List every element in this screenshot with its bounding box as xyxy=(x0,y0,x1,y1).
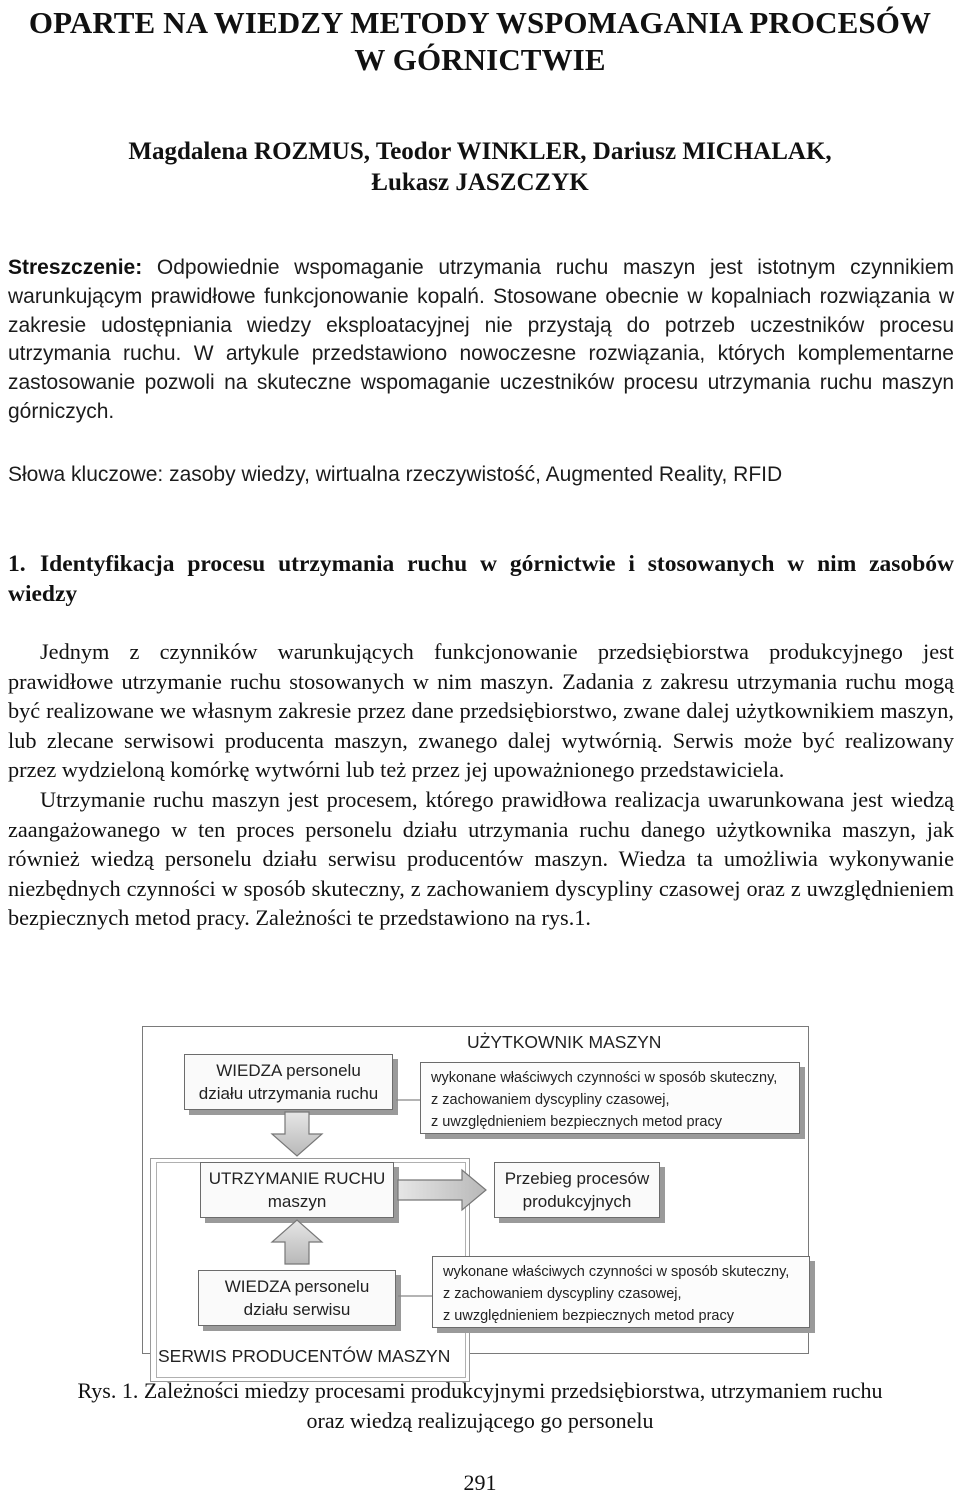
arrow-right-icon xyxy=(398,1170,486,1210)
user-label: UŻYTKOWNIK MASZYN xyxy=(467,1032,662,1052)
authors xyxy=(0,136,960,198)
note-bottom-line-1: wykonane właściwych czynności w sposób skuteczny, xyxy=(443,1264,790,1280)
body-text xyxy=(8,637,954,933)
caption-line-2: oraz wiedzą realizującego go personelu xyxy=(306,1408,654,1433)
diagram-arrows xyxy=(0,1020,960,1380)
caption-line-1: Rys. 1. Zależności miedzy procesami produkcyjnymi przedsiębiorstwa, utrzymaniem ruchu xyxy=(77,1378,883,1403)
paragraph-2: Utrzymanie ruchu maszyn jest procesem, którego prawidłowa realizacja uwarunkowana jest wiedzą zaangażowanego w ten proces personelu działu utrzymania ruchu danego użytkownika maszyn, jak również wiedzą personelu działu serwisu producentów maszyn. Wiedza ta umożliwia wykonywanie niezbędnych czynności w sposób skuteczny, z zachowaniem dyscypliny czasowej oraz z uwzględnieniem bezpiecznych metod pracy. Zależności te przedstawiono na rys.1. xyxy=(8,786,954,931)
box-production-line-1: Przebieg procesów xyxy=(504,1169,650,1188)
note-top-line-2: z zachowaniem dyscypliny czasowej, xyxy=(431,1092,670,1108)
abstract xyxy=(8,254,954,427)
section-title: Identyfikacja procesu utrzymania ruchu w górnictwie i stosowanych w nim zasobów wiedzy xyxy=(8,551,954,607)
page-number: 291 xyxy=(463,1470,497,1495)
arrow-down-icon xyxy=(272,1112,322,1156)
arrow-up-icon xyxy=(272,1220,322,1264)
figure-diagram xyxy=(0,1020,960,1380)
note-bottom-line-2: z zachowaniem dyscypliny czasowej, xyxy=(443,1286,682,1302)
title-line-2: W GÓRNICTWIE xyxy=(354,42,606,77)
box-production-line-2: produkcyjnych xyxy=(522,1192,632,1211)
box-maintenance-line-2: maszyn xyxy=(267,1192,327,1211)
note-bottom-line-3: z uwzględnieniem bezpiecznych metod pracy xyxy=(443,1308,734,1324)
title-line-1: OPARTE NA WIEDZY METODY WSPOMAGANIA PROCESÓW xyxy=(28,5,932,40)
box-knowledge-service-line-2: działu serwisu xyxy=(243,1300,351,1319)
box-knowledge-maintenance-line-2: działu utrzymania ruchu xyxy=(198,1084,379,1103)
paper-title xyxy=(0,4,960,78)
box-maintenance-line-1: UTRZYMANIE RUCHU xyxy=(208,1169,386,1188)
authors-line-2: Łukasz JASZCZYK xyxy=(371,169,589,196)
authors-line-1: Magdalena ROZMUS, Teodor WINKLER, Dariusz MICHALAK, xyxy=(128,138,832,165)
figure-caption xyxy=(0,1376,960,1436)
section-number: 1. xyxy=(8,551,26,577)
abstract-label: Streszczenie: xyxy=(8,256,143,279)
box-knowledge-maintenance-line-1: WIEDZA personelu xyxy=(216,1061,361,1080)
note-top-line-3: z uwzględnieniem bezpiecznych metod pracy xyxy=(431,1114,722,1130)
paragraph-1: Jednym z czynników warunkujących funkcjonowanie przedsiębiorstwa produkcyjnego jest prawidłowe utrzymanie ruchu stosowanych w nim maszyn. Zadania z zakresu utrzymania ruchu mogą być realizowane we własnym zakresie przez dane przedsiębiorstwo, zwane dalej użytkownikiem maszyn, lub zlecane serwisowi producenta maszyn, zwanego dalej wytwórnią. Serwis może być realizowany przez wydzieloną komórkę wytwórni lub też przez jej upoważnionego przedstawiciela. xyxy=(8,639,954,783)
service-label: SERWIS PRODUCENTÓW MASZYN xyxy=(158,1346,451,1366)
abstract-text: Odpowiednie wspomaganie utrzymania ruchu maszyn jest istotnym czynnikiem warunkującym prawidłowe funkcjonowanie kopalń. Stosowane obecnie w kopalniach rozwiązania w zakresie udostępniania wiedzy eksploatacyjnej nie przystają do potrzeb uczestników procesu utrzymania ruchu. W artykule przedstawiono nowoczesne rozwiązania, których komplementarne zastosowanie pozwoli na skuteczne wspomaganie uczestników procesu utrzymania ruchu maszyn górniczych. xyxy=(8,256,954,423)
note-top-line-1: wykonane właściwych czynności w sposób skuteczny, xyxy=(431,1070,778,1086)
box-knowledge-service-line-1: WIEDZA personelu xyxy=(224,1277,370,1296)
keywords: Słowa kluczowe: zasoby wiedzy, wirtualna rzeczywistość, Augmented Reality, RFID xyxy=(8,463,783,486)
section-heading xyxy=(8,549,954,609)
